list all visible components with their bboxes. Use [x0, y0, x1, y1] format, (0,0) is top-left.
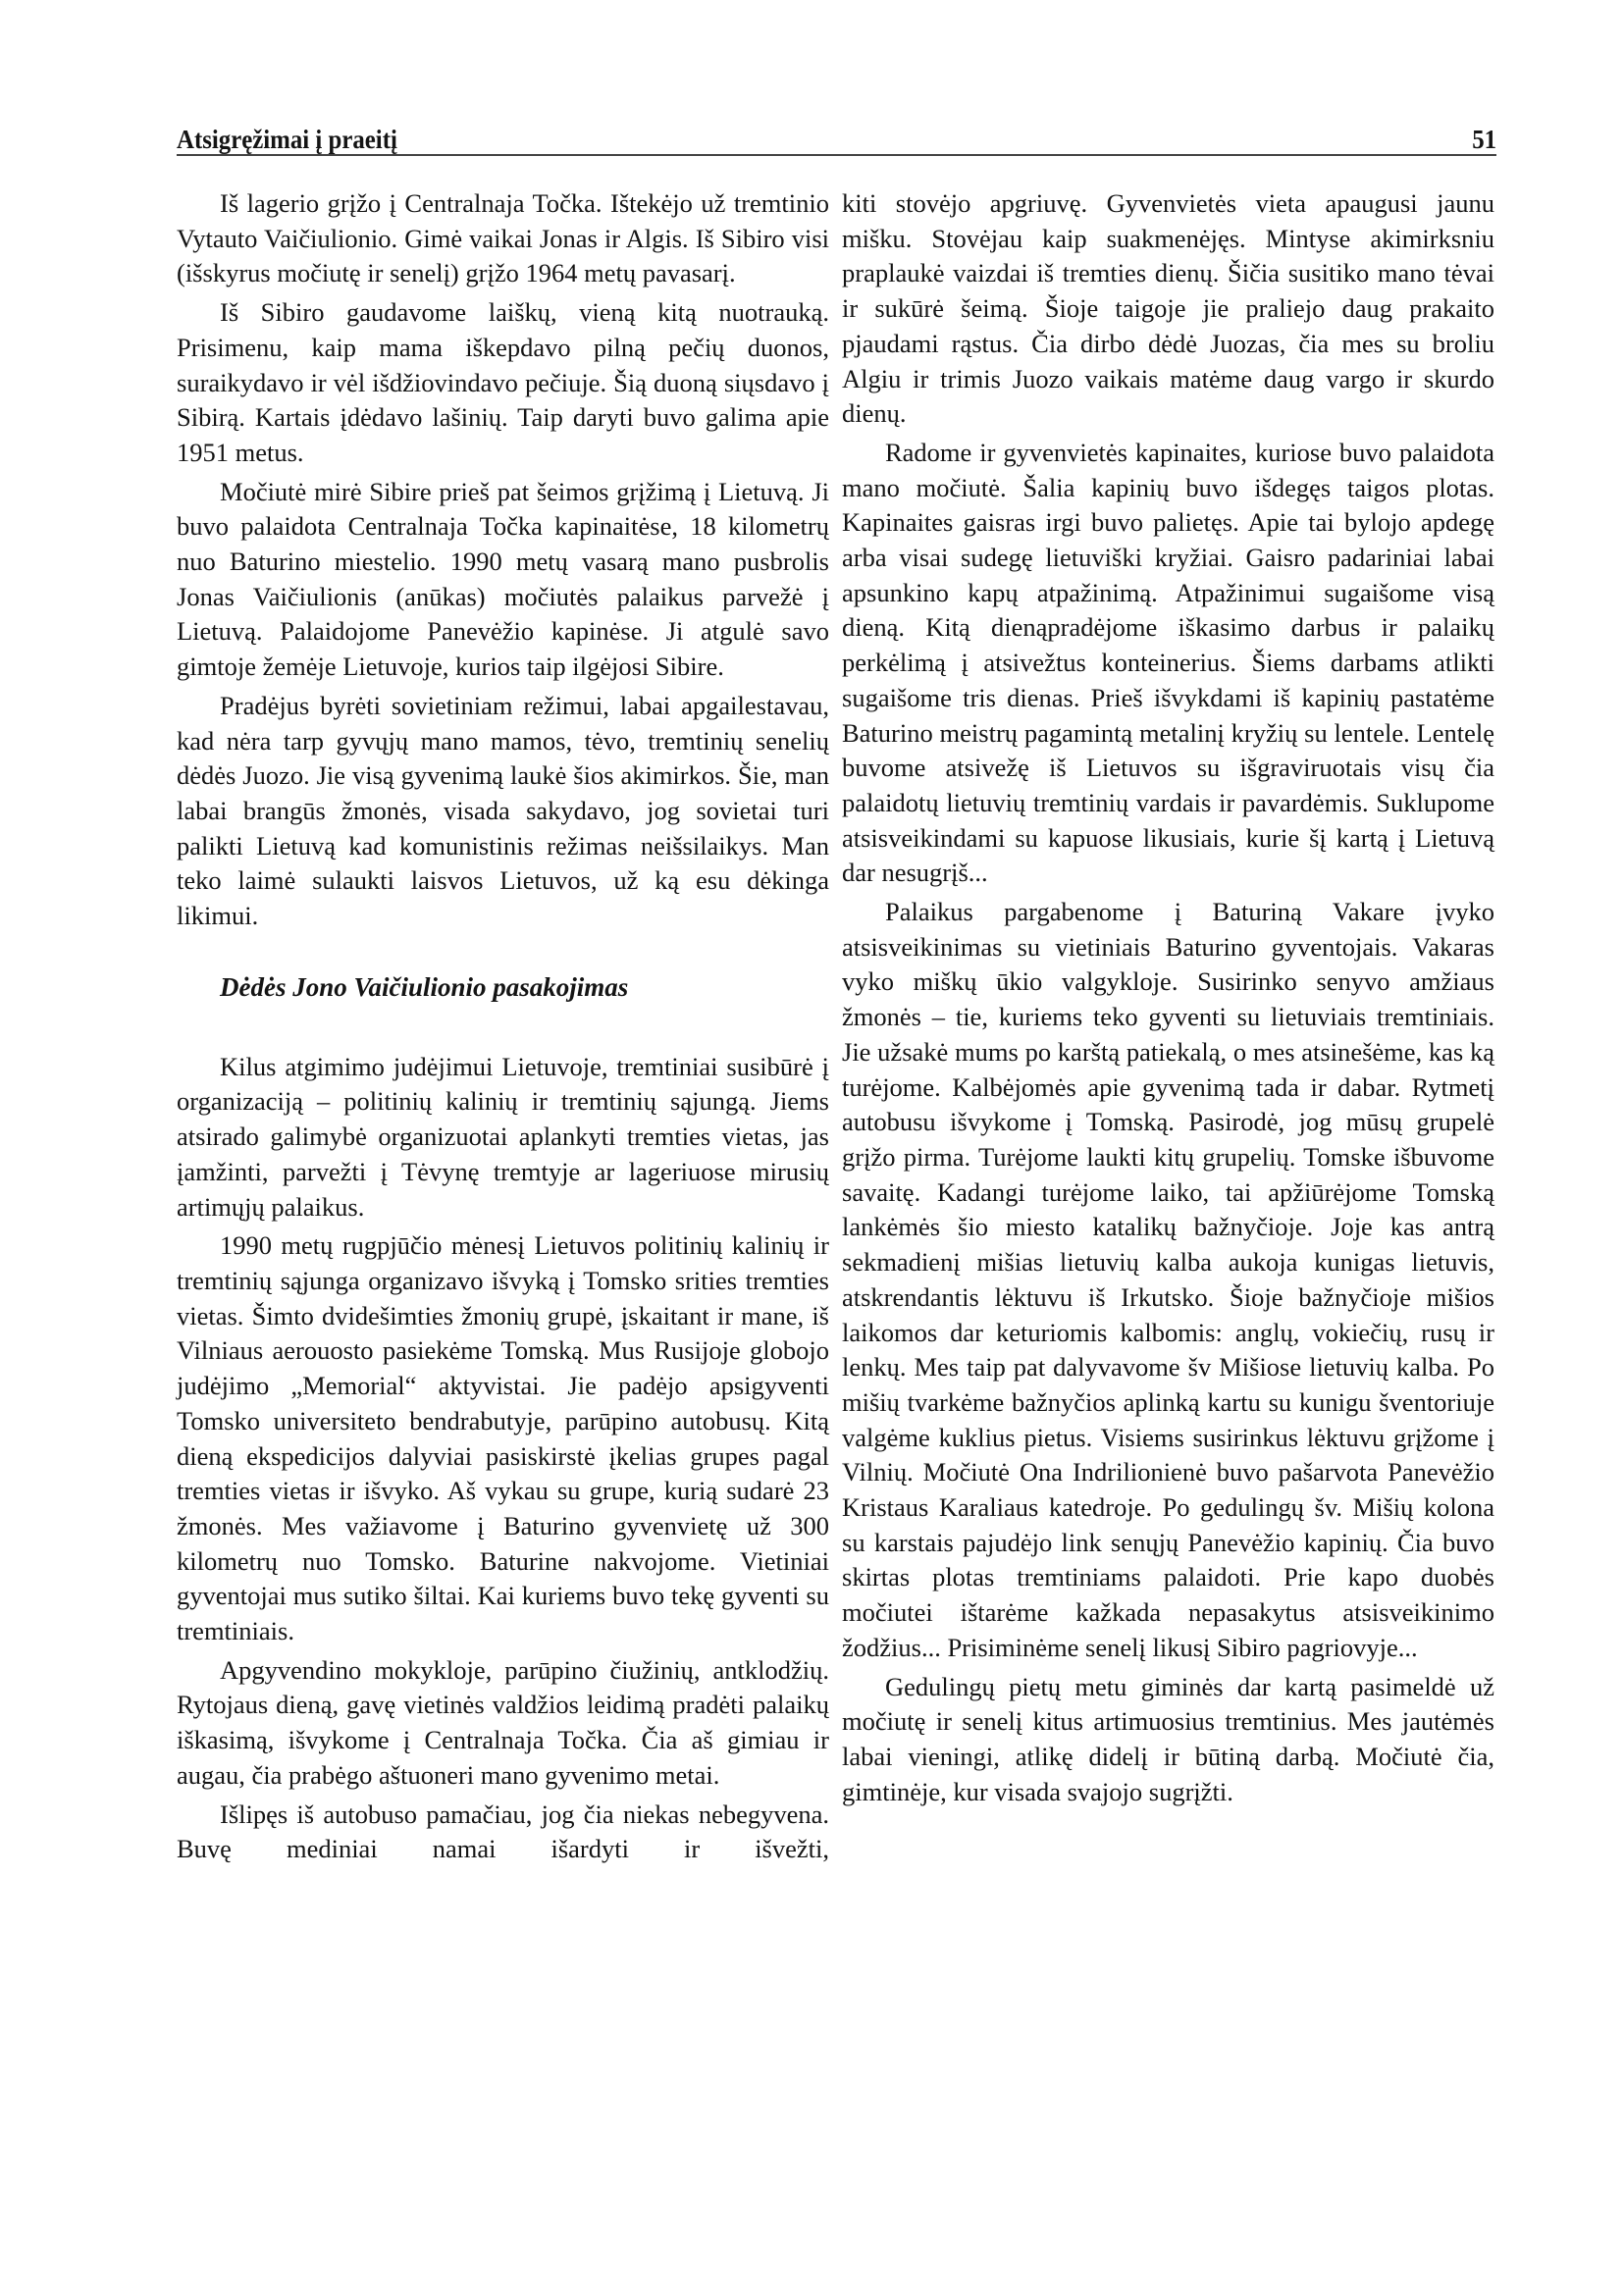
paragraph-continuation: kiti stovėjo apgriuvę. Gyvenvietės vieta apaugusi jaunu mišku. Stovėjau kaip suakmenėjęs. Mintyse akimirksniu praplaukė vaizdai iš tremties dienų. Šičia susitiko mano tėvai ir sukūrė šeimą. Šioje taigoje jie praliejo daug prakaito pjaudami rąstus. Čia dirbo dėdė Juozas, čia mes su broliu Algiu ir trimis Juozo vaikais matėme daug vargo ir skurdo dienų. — [842, 188, 1494, 429]
header-rule — [177, 154, 1496, 156]
running-title: Atsigręžimai į praeitį — [177, 125, 397, 154]
section-heading: Dėdės Jono Vaičiulionio pasakojimas — [220, 971, 629, 1002]
paragraph: Kilus atgimimo judėjimui Lietuvoje, tremtiniai susibūrė į organizaciją – politinių kalinių ir tremtinių sąjungą. Jiems atsirado galimybė organizuotai aplankyti tremties vietas, jas įamžinti, parvežti į Tėvynę tremtyje ar lageriuose mirusių artimųjų palaikus. — [177, 1051, 829, 1222]
paragraph: Pradėjus byrėti sovietiniam režimui, labai apgailestavau, kad nėra tarp gyvųjų mano mamos, tėvo, tremtinių senelių dėdės Juozo. Jie visą gyvenimą laukė šios akimirkos. Šie, man labai brangūs žmonės, visada sakydavo, jog sovietai turi palikti Lietuvą kad komunistinis režimas neišsilaikys. Man teko laimė sulaukti laisvos Lietuvos, už ką esu dėkinga likimui. — [177, 690, 829, 931]
left-column — [177, 186, 829, 1871]
paragraph: 1990 metų rugpjūčio mėnesį Lietuvos politinių kalinių ir tremtinių sąjunga organizavo išvyką į Tomsko srities tremties vietas. Šimto dvidešimties žmonių grupė, įskaitant ir mane, iš Vilniaus aerouosto pasiekėme Tomską. Mus Rusijoje globojo judėjimo „Memorial“ aktyvistai. Jie padėjo apsigyventi Tomsko universiteto bendrabutyje, parūpino autobusų. Kitą dieną ekspedicijos dalyviai pasiskirstė įkelias grupes pagal tremties vietas ir išvyko. Aš vykau su grupe, kurią sudarė 23 žmonės. Mes važiavome į Baturino gyvenvietę už 300 kilometrų nuo Tomsko. Baturine nakvojome. Vietiniai gyventojai mus sutiko šiltai. Kai kuriems buvo tekę gyventi su tremtiniais. — [177, 1230, 829, 1646]
paragraph: Išlipęs iš autobuso pamačiau, jog čia niekas nebegyvena. Buvę mediniai namai išardyti ir išvežti, — [177, 1799, 829, 1864]
paragraph: Gedulingų pietų metu giminės dar kartą pasimeldė už močiutę ir senelį kitus artimuosius tremtinius. Mes jautėmės labai vieningi, atlikę didelį ir būtiną darbą. Močiutė čia, gimtinėje, kur visada svajojo sugrįžti. — [842, 1671, 1494, 1806]
right-column — [842, 186, 1494, 1813]
paragraph: Močiutė mirė Sibire prieš pat šeimos grįžimą į Lietuvą. Ji buvo palaidota Centralnaja Točka kapinaitėse, 18 kilometrų nuo Baturino miestelio. 1990 metų vasarą mano pusbrolis Jonas Vaičiulionis (anūkas) močiutės palaikus parvežė į Lietuvą. Palaidojome Panevėžio kapinėse. Ji atgulė savo gimtoje žemėje Lietuvoje, kurios taip ilgėjosi Sibire. — [177, 476, 829, 682]
paragraph: Iš lagerio grįžo į Centralnaja Točka. Ištekėjo už tremtinio Vytauto Vaičiulionio. Gimė vaikai Jonas ir Algis. Iš Sibiro visi (išskyrus močiutę ir senelį) grįžo 1964 metų pavasarį. — [177, 188, 829, 288]
running-header — [177, 116, 1496, 155]
page-number: 51 — [1472, 125, 1497, 154]
paragraph: Apgyvendino mokykloje, parūpino čiužinių, antklodžių. Rytojaus dieną, gavę vietinės valdžios leidimą pradėti palaikų iškasimą, išvykome į Centralnaja Točka. Čia aš gimiau ir augau, čia prabėgo aštuoneri mano gyvenimo metai. — [177, 1654, 829, 1790]
paragraph: Radome ir gyvenvietės kapinaites, kuriose buvo palaidota mano močiutė. Šalia kapinių buvo išdegęs taigos plotas. Kapinaites gaisras irgi buvo palietęs. Apie tai bylojo apdegę arba visai sudegę lietuviški kryžiai. Gaisro padariniai labai apsunkino kapų atpažinimą. Atpažinimui sugaišome visą dieną. Kitą dienąpradėjome iškasimo darbus ir palaikų perkėlimą į atsivežtus konteinerius. Šiems darbams atlikti sugaišome tris dienas. Prieš išvykdami iš kapinių pastatėme Baturino meistrų pagamintą metalinį kryžių su lentele. Lentelę buvome atsivežę iš Lietuvos su išgraviruotais visų čia palaidotų lietuvių tremtinių vardais ir pavardėmis. Suklupome atsisveikindami su kapuose likusiais, kurie šį kartą į Lietuvą dar nesugrįš... — [842, 437, 1494, 888]
paragraph: Palaikus pargabenome į Baturiną Vakare įvyko atsisveikinimas su vietiniais Baturino gyventojais. Vakaras vyko miškų ūkio valgykloje. Susirinko senyvo amžiaus žmonės – tie, kuriems teko gyventi su lietuviais tremtiniais. Jie užsakė mums po karštą patiekalą, o mes atsinešėme, kas ką turėjome. Kalbėjomės apie gyvenimą tada ir dabar. Rytmetį autobusu išvykome į Tomską. Pasirodė, jog mūsų grupelė grįžo pirma. Turėjome laukti kitų grupelių. Tomske išbuvome savaitę. Kadangi turėjome laiko, tai apžiūrėjome Tomską lankėmės šio miesto katalikų bažnyčioje. Joje kas antrą sekmadienį mišias lietuvių kalba aukoja kunigas lietuvis, atskrendantis lėktuvu iš Irkutsko. Šioje bažnyčioje mišios laikomos dar keturiomis kalbomis: anglų, vokiečių, rusų ir lenkų. Mes taip pat dalyvavome šv Mišiose lietuvių kalba. Po mišių tvarkėme bažnyčios aplinką kartu su kunigu šventoriuje valgėme kuklius pietus. Visiems susirinkus lėktuvu grįžome į Vilnių. Močiutė Ona Indrilionienė buvo pašarvota Panevėžio Kristaus Karaliaus katedroje. Po gedulingų šv. Mišių kolona su karstais pajudėjo link senųjų Panevėžio kapinių. Čia buvo skirtas plotas tremtiniams palaidoti. Prie kapo duobės močiutei ištarėme kažkada nepasakytus atsisveikinimo žodžius... Prisiminėme senelį likusį Sibiro pagriovyje... — [842, 897, 1494, 1662]
paragraph: Iš Sibiro gaudavome laiškų, vieną kitą nuotrauką. Prisimenu, kaip mama iškepdavo pilną pečių duonos, suraikydavo ir vėl išdžiovindavo pečiuje. Šią duoną siųsdavo į Sibirą. Kartais įdėdavo lašinių. Taip daryti buvo galima apie 1951 metus. — [177, 297, 829, 467]
